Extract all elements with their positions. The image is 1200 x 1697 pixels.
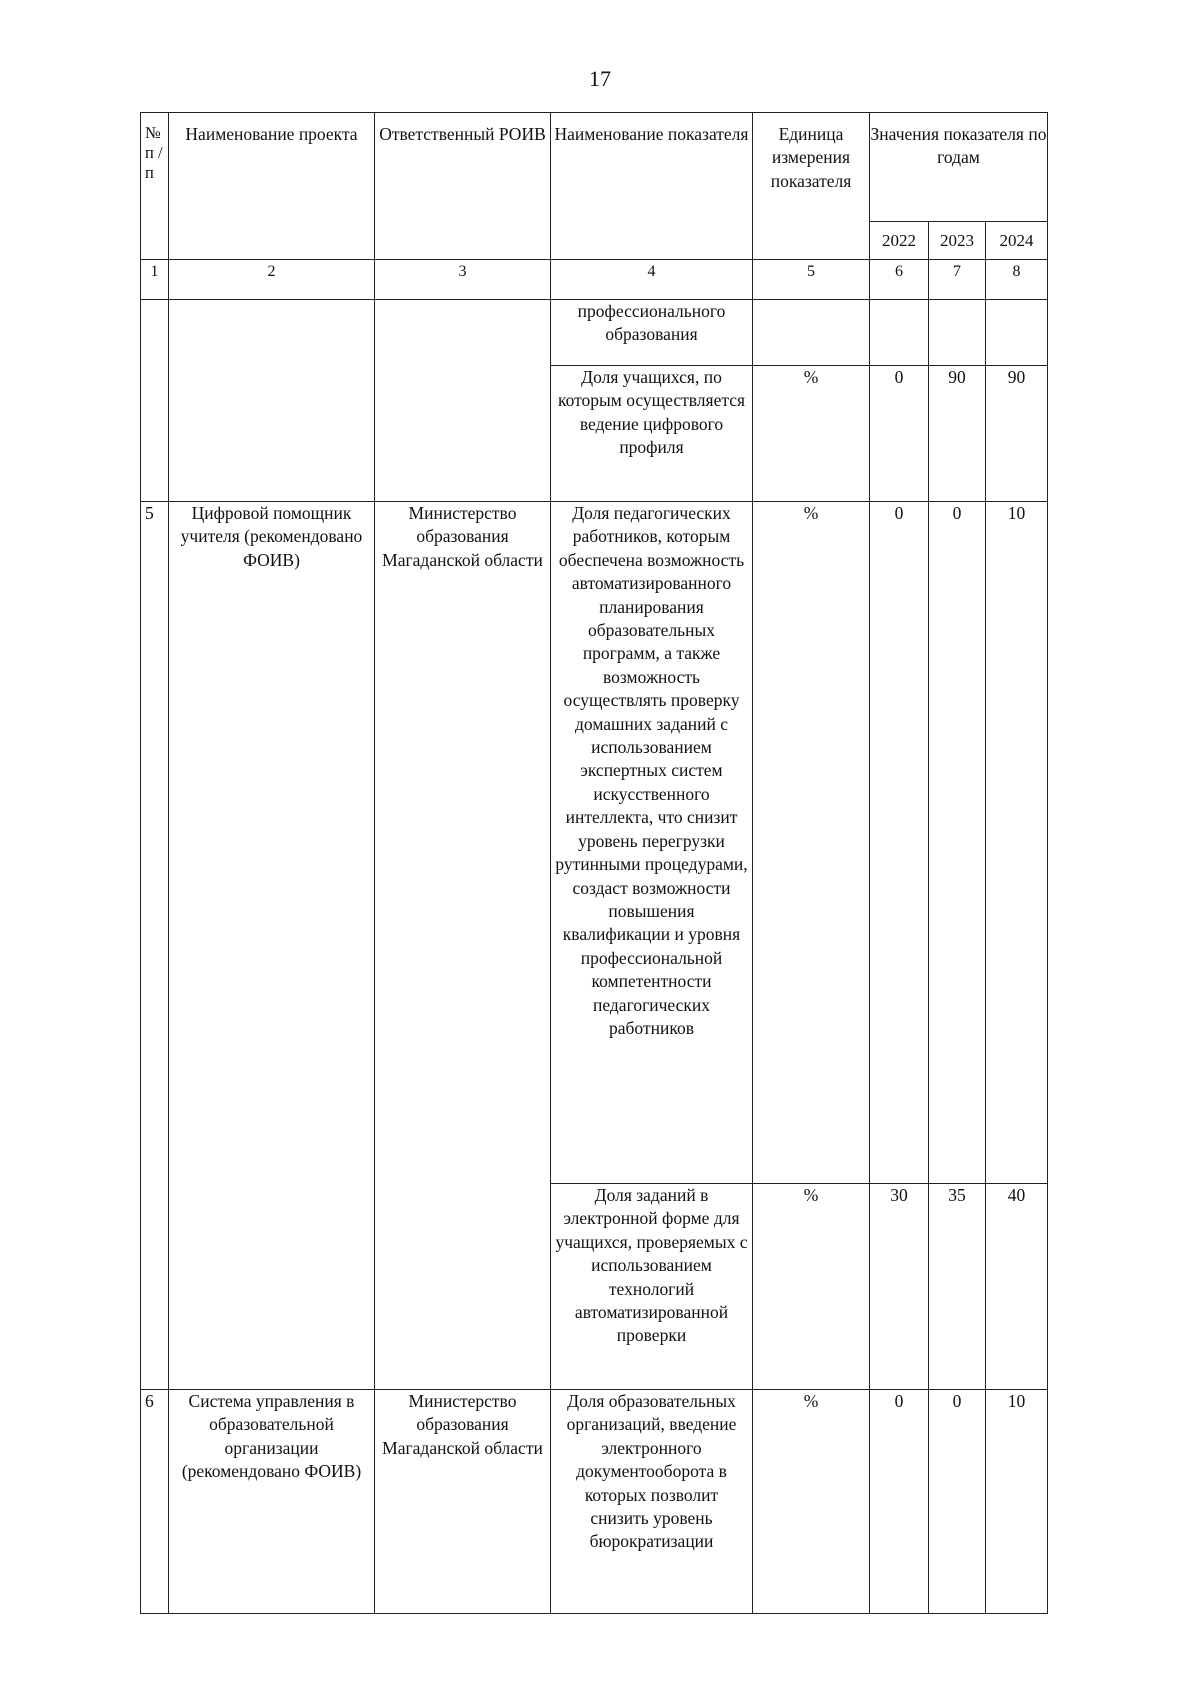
indicator-unit: %	[753, 502, 870, 1184]
header-unit: Единица измерения показателя	[753, 113, 870, 260]
col-number: 6	[870, 260, 929, 300]
value-2023	[929, 300, 986, 366]
table-row	[141, 502, 1048, 1184]
header-project: Наименование проекта	[169, 113, 375, 260]
header-num: № п / п	[141, 113, 169, 260]
col-number: 5	[753, 260, 870, 300]
project-name	[169, 300, 375, 502]
value-2022: 0	[870, 1390, 929, 1614]
header-year-2022: 2022	[870, 222, 929, 260]
header-indicator: Наименование показателя	[551, 113, 753, 260]
col-number: 2	[169, 260, 375, 300]
value-2024: 10	[986, 1390, 1048, 1614]
indicator-name: Доля образовательных организаций, введение электронного документооборота в которых позволит снизить уровень бюрократизации	[551, 1390, 753, 1614]
header-row	[141, 113, 1048, 222]
value-2022	[870, 300, 929, 366]
indicator-name: Доля учащихся, по которым осуществляется ведение цифрового профиля	[551, 366, 753, 502]
value-2024: 10	[986, 502, 1048, 1184]
indicator-unit: %	[753, 1390, 870, 1614]
value-2023: 0	[929, 502, 986, 1184]
indicator-name: Доля заданий в электронной форме для учащихся, проверяемых с использованием технологий автоматизированной проверки	[551, 1184, 753, 1390]
responsible-roiv: Министерство образования Магаданской области	[375, 502, 551, 1390]
value-2023: 0	[929, 1390, 986, 1614]
row-number: 5	[141, 502, 169, 1390]
col-number: 8	[986, 260, 1048, 300]
project-name: Система управления в образовательной организации (рекомендовано ФОИВ)	[169, 1390, 375, 1614]
indicators-table	[140, 112, 1048, 1614]
header-roiv: Ответственный РОИВ	[375, 113, 551, 260]
value-2024: 90	[986, 366, 1048, 502]
value-2024: 40	[986, 1184, 1048, 1390]
responsible-roiv: Министерство образования Магаданской области	[375, 1390, 551, 1614]
table-row	[141, 300, 1048, 366]
value-2023: 35	[929, 1184, 986, 1390]
table-row	[141, 1390, 1048, 1614]
header-year-2024: 2024	[986, 222, 1048, 260]
row-number	[141, 300, 169, 502]
indicator-name: Доля педагогических работников, которым обеспечена возможность автоматизированного планирования образовательных программ, а также возможность осуществлять проверку домашних заданий с использованием экспертных систем искусственного интеллекта, что снизит уровень перегрузки рутинными процедурами, создаст возможности повышения квалификации и уровня профессиональной компетентности педагогических работников	[551, 502, 753, 1184]
value-2023: 90	[929, 366, 986, 502]
col-number: 7	[929, 260, 986, 300]
col-number: 3	[375, 260, 551, 300]
col-number: 4	[551, 260, 753, 300]
indicator-name: профессионального образования	[551, 300, 753, 366]
header-year-2023: 2023	[929, 222, 986, 260]
indicator-unit: %	[753, 1184, 870, 1390]
value-2022: 0	[870, 366, 929, 502]
column-numbers-row	[141, 260, 1048, 300]
value-2024	[986, 300, 1048, 366]
header-values: Значения показателя по годам	[870, 113, 1048, 222]
page-number: 17	[589, 66, 611, 91]
project-name: Цифровой помощник учителя (рекомендовано ФОИВ)	[169, 502, 375, 1390]
col-number: 1	[141, 260, 169, 300]
value-2022: 30	[870, 1184, 929, 1390]
responsible-roiv	[375, 300, 551, 502]
value-2022: 0	[870, 502, 929, 1184]
indicator-unit: %	[753, 366, 870, 502]
indicator-unit	[753, 300, 870, 366]
row-number: 6	[141, 1390, 169, 1614]
